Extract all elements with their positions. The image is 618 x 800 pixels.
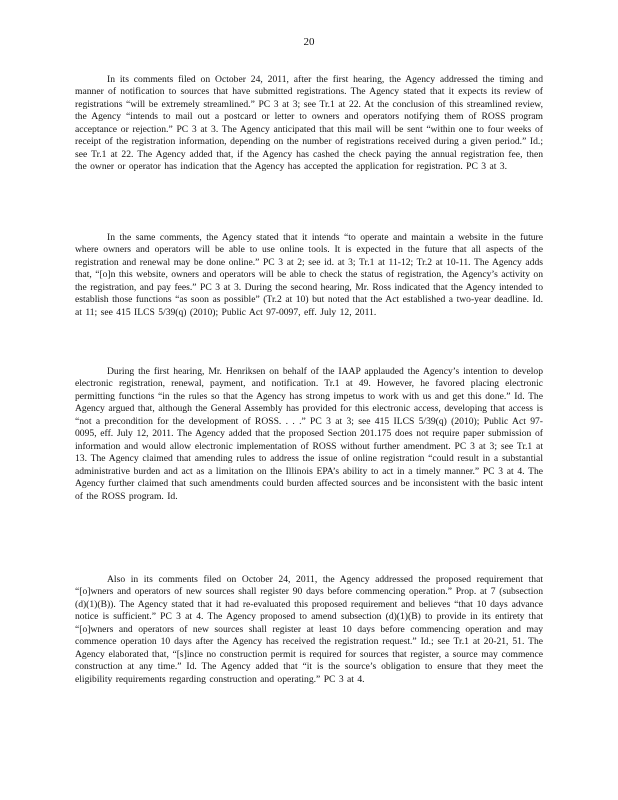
paragraph-electronic-permitting: During the first hearing, Mr. Henriksen on behalf of the IAAP applauded the Agency’s intention to develop electronic registration, renewal, payment, and notification. Tr.1 at 49. However, he favored placing electronic permitting functions “in the rules so that the Agency has strong impetus to work with us and get this done.” Id. The Agency argued that, although the General Assembly has provided for this electronic access, developing that access is “not a precondition for the development of ROSS. . . .” PC 3 at 3; see 415 ILCS 5/39(q) (2010); Public Act 97-0095, eff. July 12, 2011. The Agency added that the proposed Section 201.175 does not require paper submission of information and would allow electronic implementation of ROSS without further amendment. PC 3 at 3; see Tr.1 at 13. The Agency claimed that amending rules to address the issue of online registration “could result in a substantial administrative burden and act as a limitation on the Illinois EPA’s ability to act in a timely manner.” PC 3 at 4. The Agency further claimed that such amendments could burden affected sources and be inconsistent with the basic intent of the ROSS program. Id. [75,366,543,502]
paragraph-new-source-registration: Also in its comments filed on October 24, 2011, the Agency addressed the proposed requirement that “[o]wners and operators of new sources shall register 90 days before commencing operation.” Prop. at 7 (subsection (d)(1)(B)). The Agency stated that it had re-evaluated this proposed requirement and believes “that 10 days advance notice is sufficient.” PC 3 at 4. The Agency proposed to amend subsection (d)(1)(B) to provide in its entirety that “[o]wners and operators of new sources shall register at least 10 days before commencing operation and may commence operation 10 days after the Agency has received the registration request.” Id.; see Tr.1 at 20-21, 51. The Agency elaborated that, “[s]ince no construction permit is required for sources that register, a source may commence construction at any time.” Id. The Agency added that “it is the source’s obligation to ensure that they meet the eligibility requirements regarding construction and operating.” PC 3 at 4. [75,574,543,685]
paragraph-online-website: In the same comments, the Agency stated that it intends “to operate and maintain a website in the future where owners and operators will be able to use online tools. It is expected in the future that all aspects of the registration and renewal may be done online.” PC 3 at 2; see id. at 3; Tr.1 at 11-12; Tr.2 at 10-11. The Agency adds that, “[o]n this website, owners and operators will be able to check the status of registration, the Agency’s activity on the registration, and pay fees.” PC 3 at 3. During the second hearing, Mr. Ross indicated that the Agency intended to establish those functions “as soon as possible” (Tr.2 at 10) but noted that the Act established a two-year deadline. Id. at 11; see 415 ILCS 5/39(q) (2010); Public Act 97-0097, eff. July 12, 2011. [75,232,543,318]
paragraph-notification-timing: In its comments filed on October 24, 2011, after the first hearing, the Agency addressed the timing and manner of notification to sources that have submitted registrations. The Agency stated that it expects its review of registrations “will be extremely streamlined.” PC 3 at 3; see Tr.1 at 22. At the conclusion of this streamlined review, the Agency “intends to mail out a postcard or letter to owners and operators notifying them of ROSS program acceptance or rejection.” PC 3 at 3. The Agency anticipated that this mail will be sent “within one to four weeks of receipt of the registration information, depending on the number of registrations received during a given period.” Id.; see Tr.1 at 22. The Agency added that, if the Agency has cashed the check paying the annual registration fee, then the owner or operator has indication that the Agency has accepted the application for registration. PC 3 at 3. [75,74,543,173]
page-number: 20 [303,36,315,48]
